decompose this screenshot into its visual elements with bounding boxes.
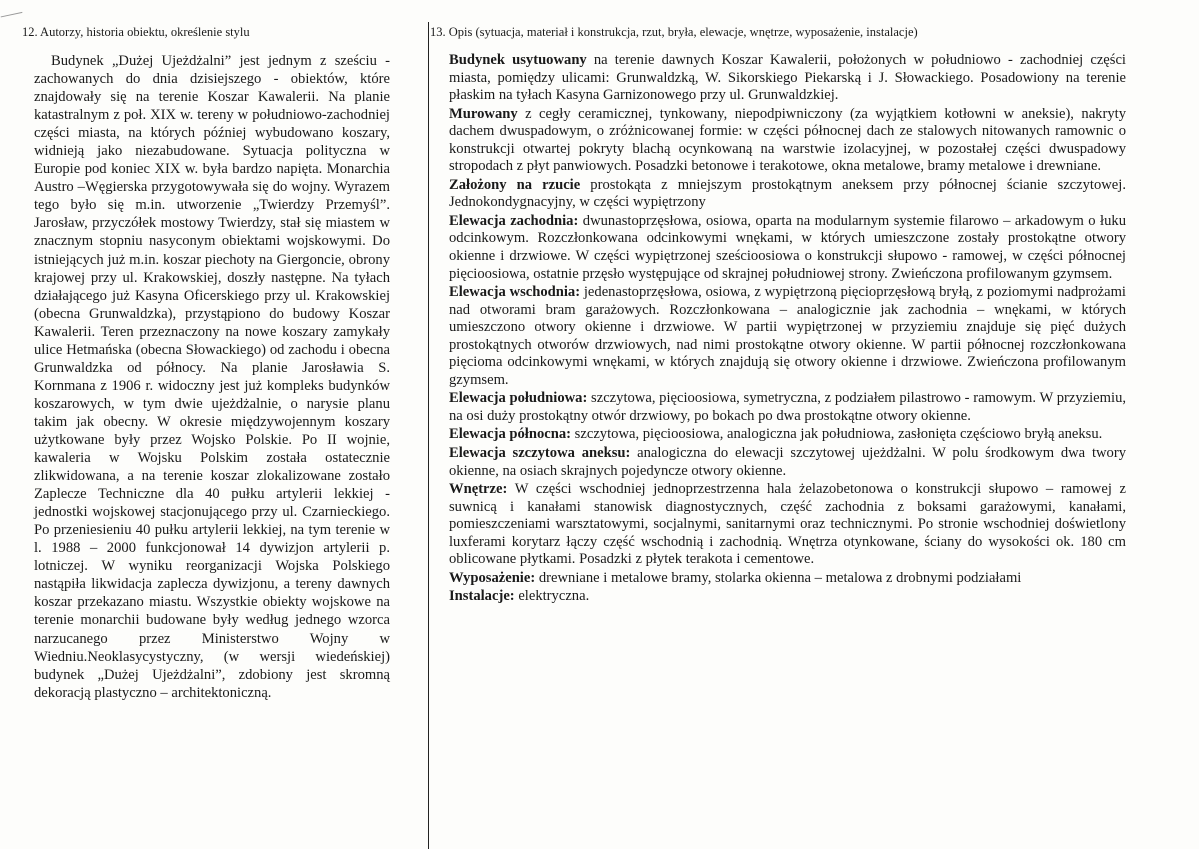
right-column-header: 13. Opis (sytuacja, materiał i konstrukcja, rzut, bryła, elewacje, wnętrze, wyposażenie, instalacje) [430, 25, 918, 39]
description-material [449, 106, 1126, 176]
description-annex-elevation [449, 445, 1126, 480]
description-text: jedenastoprzęsłowa, osiowa, z wypiętrzoną pięcioprzęsłową bryłą, z poziomymi nadprożami nad otworami bram garażowych. Rozczłonkowana – analogicznie jak zachodnia – wnękami, w których umieszczono otwory okienne i drzwiowe. W partii wypiętrzonej w przyziemiu znajduje się pięć dużych prostokątnych otworów drzwiowych, nad nimi prostokątne otwory okienne. W partii północnej rozczłonkowana pięcioma odcinkowymi wnękami, w których znajdują się otwory okienne i drzwiowe. Zwieńczona profilowanym gzymsem. [449, 284, 1126, 388]
description-installations [449, 588, 1126, 606]
description-label: Elewacja północna: [449, 426, 572, 443]
description-text: W części wschodniej jednoprzestrzenna hala żelazobetonowa o konstrukcji słupowo – ramowej z suwnicą i kanałami stanowisk diagnostycznych, część zachodnia z boksami garażowymi, kanałami, pomieszczeniami warsztatowymi, socjalnymi, sanitarnymi oraz technicznymi. Po stronie wschodniej doświetlony luxferami korytarz łączy część wschodnią i zachodnią. Wnętrza otynkowane, ściany do wysokości ok. 180 cm oblicowane płytkami. Posadzki z płytek terakota i cementowe. [449, 481, 1126, 568]
description-text: na terenie dawnych Koszar Kawalerii, położonych w południowo - zachodniej części miasta, pomiędzy ulicami: Grunwaldzką, W. Sikorskiego Piekarską i J. Słowackiego. Posadowiony na terenie płaskim na tyłach Kasyna Garnizonowego przy ul. Grunwaldzkiej. [449, 52, 1126, 104]
description-east-elevation [449, 284, 1126, 389]
description-label: Elewacja wschodnia: [449, 284, 581, 301]
description-label: Elewacja szczytowa aneksu: [449, 445, 631, 462]
description-text: dwunastoprzęsłowa, osiowa, oparta na modularnym systemie filarowo – arkadowym o łuku odcinkowym. Rozczłonkowana odcinkowymi wnękami, w których umieszczone zostały prostokątne otwory okienne i drzwiowe. W części wypiętrzonej sześcioosiowa o konstrukcji słupowo - ramowej, w części północnej pięcioosiowa, ostatnie przęsło występujące od skrajnej południowej strony. Zwieńczona profilowanym gzymsem. [449, 212, 1126, 282]
description-west-elevation [449, 213, 1126, 283]
description-label: Instalacje: [449, 588, 515, 605]
description-text: drewniane i metalowe bramy, stolarka okienna – metalowa z drobnymi podziałami [535, 569, 1022, 586]
column-divider [428, 22, 429, 849]
description-label: Założony na rzucie [449, 176, 581, 193]
description-label: Elewacja zachodnia: [449, 212, 579, 229]
description-label: Wyposażenie: [449, 569, 536, 586]
left-column-header: 12. Autorzy, historia obiektu, określenie stylu [22, 25, 250, 39]
description-south-elevation [449, 390, 1126, 425]
description-interior [449, 481, 1126, 569]
description-label: Murowany [449, 105, 518, 122]
description-text: z cegły ceramicznej, tynkowany, niepodpiwniczony (za wyjątkiem kotłowni w aneksie), nakryty dachem dwuspadowym, o zróżnicowanej formie: w części północnej dach ze stalowych nitowanych ramownic o konstrukcji otwartej pokryty blachą ocynkowaną na warstwie izolacyjnej, w pozostałej części dwuspadowy stropodach z płyt panwiowych. Posadzki betonowe i terakotowe, okna metalowe, bramy metalowe i drewniane. [449, 105, 1126, 175]
description-text: szczytowa, pięcioosiowa, symetryczna, z podziałem pilastrowo - ramowym. W przyziemiu, na osi duży prostokątny otwór drzwiowy, po bokach po dwa prostokątne otwory okienne. [449, 390, 1127, 424]
description-text: prostokąta z mniejszym prostokątnym aneksem przy północnej ścianie szczytowej. Jednokondygnacyjny, w części wypiętrzony [449, 176, 1126, 211]
history-paragraph: Budynek „Dużej Ujeżdżalni” jest jednym z sześciu - zachowanych do dnia dzisiejszego - obiektów, które znajdowały się na terenie Koszar Kawalerii. Na planie katastralnym z poł. XIX w. tereny w południowo-zachodniej części miasta, na których później wybudowano koszary, widnieją jako niezabudowane. Sytuacja polityczna w Europie pod koniec XIX w. była bardzo napięta. Monarchia Austro –Węgierska przygotowywała się do wojny. Wyrazem tego było się m.in. utworzenie „Twierdzy Przemyśl”. Jarosław, przyczółek mostowy Twierdzy, stał się miastem w znacznym stopniu nasyconym obiektami wojskowymi. Do istniejących już m.in. koszar piechoty na Giergoncie, obrony krajowej przy ul. Krakowskiej, doszły następne. Na tyłach działającego już Kasyna Oficerskiego przy ul. Krakowskiej (obecna Grunwaldzka), przystąpiono do budowy Koszar Kawalerii. Teren przeznaczony na nowe koszary zamykały ulice Hetmańska (obecna Słowackiego) od zachodu i obecna Grunwaldzka od północy. Na planie Jarosławia S. Kornmana z 1906 r. widoczny jest już kompleks budynków koszarowych, w tym dwie ujeżdżalnie, o narysie planu takim jak obecny. W okresie międzywojennym koszary użytkowane były przez Wojsko Polskie. Po II wojnie, kawaleria w Wojsku Polskim została ostatecznie zlikwidowana, a na terenie koszar zlokalizowane zostało Zaplecze Techniczne dla 40 pułku artylerii lekkiej - jednostki wojskowej stacjonującego przy ul. Czarnieckiego. Po przeniesieniu 40 pułku artylerii lekkiej, na tym terenie w l. 1988 – 2000 funkcjonował 14 dywizjon artylerii p. lotniczej. W wyniku reorganizacji Wojska Polskiego nastąpiła likwidacja zaplecza dywizjonu, a tereny dawnych koszar przekazano miastu. Wszystkie obiekty wojskowe na terenie monarchii budowane były według jednego wzorca narzucanego przez Ministerstwo Wojny w Wiedniu.Neoklasycystyczny, (w wersji wiedeńskiej) budynek „Dużej Ujeżdżalni”, zdobiony jest skromną dekoracją plastyczno – architektoniczną. [34, 53, 390, 701]
description-text: analogiczna do elewacji szczytowej ujeżdżalni. W polu środkowym dwa twory okienne, na osiach skrajnych pojedyncze otwory okienne. [449, 445, 1126, 479]
description-label: Wnętrze: [449, 481, 508, 498]
description-plan [449, 177, 1126, 212]
description-text: szczytowa, pięcioosiowa, analogiczna jak południowa, zasłonięta częściowo bryłą aneksu. [571, 426, 1103, 443]
description-north-elevation [449, 426, 1126, 444]
description-label: Elewacja południowa: [449, 390, 588, 407]
history-column [34, 52, 390, 702]
description-situation [449, 52, 1126, 105]
description-equipment [449, 570, 1126, 588]
description-label: Budynek usytuowany [449, 52, 587, 68]
description-column [449, 52, 1126, 607]
description-text: elektryczna. [514, 588, 590, 605]
